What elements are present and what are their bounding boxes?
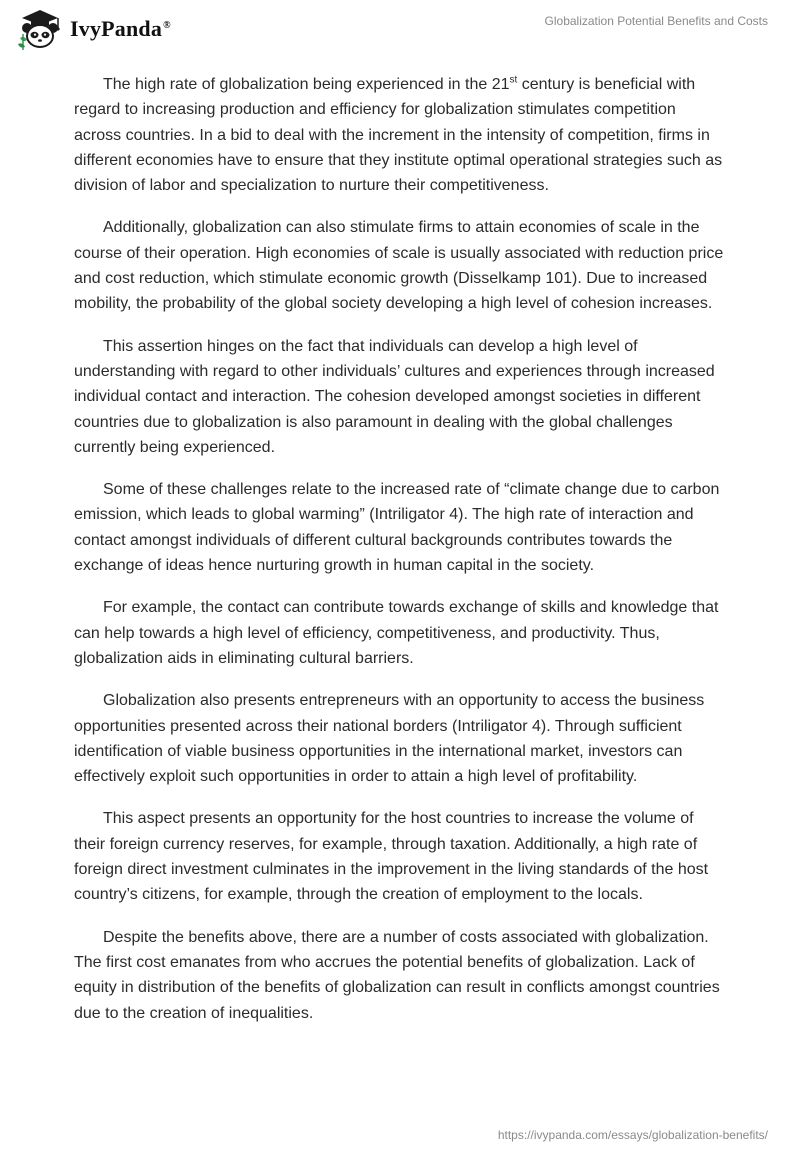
paragraph-8: Despite the benefits above, there are a number of costs associated with globalization. The first cost emanates from who accrues the potential benefits of globalization. Lack of equity in distribution of the benefits of globalization can result in conflicts amongst countries due to the creation of inequalities. xyxy=(74,928,720,1022)
ivypanda-logo[interactable] xyxy=(14,8,171,50)
paragraph-6: Globalization also presents entrepreneurs with an opportunity to access the business opportunities presented across their national borders (Intriligator 4). Through sufficient identification of viable business opportunities in the international market, investors can effectively exploit such opportunities in order to attain a high level of profitability. xyxy=(74,692,705,786)
paragraph-3: This assertion hinges on the fact that individuals can develop a high level of understanding with regard to other individuals’ cultures and experiences through increased individual contact and interaction. The cohesion developed amongst societies in different countries due to globalization is also paramount in dealing with the global challenges currently being experienced. xyxy=(74,337,715,456)
panda-graduate-icon xyxy=(14,8,66,50)
paragraph-2: Additionally, globalization can also stimulate firms to attain economies of scale in the course of their operation. High economies of scale is usually associated with reduction price and cost reduction, which stimulate economic growth (Disselkamp 101). Due to increased mobility, the probability of the global society developing a high level of cohesion increases. xyxy=(74,219,724,313)
paragraph-4: Some of these challenges relate to the increased rate of “climate change due to carbon emission, which leads to global warming” (Intriligator 4). The high rate of interaction and contact amongst individuals of different cultural backgrounds contributes towards the exchange of ideas hence nurturing growth in human capital in the society. xyxy=(74,481,720,575)
paragraph-7: This aspect presents an opportunity for the host countries to increase the volume of their foreign currency reserves, for example, through taxation. Additionally, a high rate of foreign direct investment culminates in the improvement in the living standards of the host country’s citizens, for example, through the creation of employment to the locals. xyxy=(74,810,709,904)
essay-body xyxy=(74,72,724,1043)
paragraph-5: For example, the contact can contribute towards exchange of skills and knowledge that can help towards a high level of efficiency, competitiveness, and productivity. Thus, globalization aids in eliminating cultural barriers. xyxy=(74,599,719,667)
document-title: Globalization Potential Benefits and Costs xyxy=(544,14,768,28)
source-url[interactable]: https://ivypanda.com/essays/globalization-benefits/ xyxy=(497,1128,768,1142)
page-header xyxy=(0,0,800,60)
brand-name: IvyPanda® xyxy=(70,16,171,41)
paragraph-1: The high rate of globalization being experienced in the 21st century is beneficial with regard to increasing production and efficiency for globalization stimulates competition across countries. In a bid to deal with the increment in the intensity of competition, firms in different economies have to ensure that they institute optimal operational strategies such as division of labor and specialization to nurture their competitiveness. xyxy=(74,74,723,195)
